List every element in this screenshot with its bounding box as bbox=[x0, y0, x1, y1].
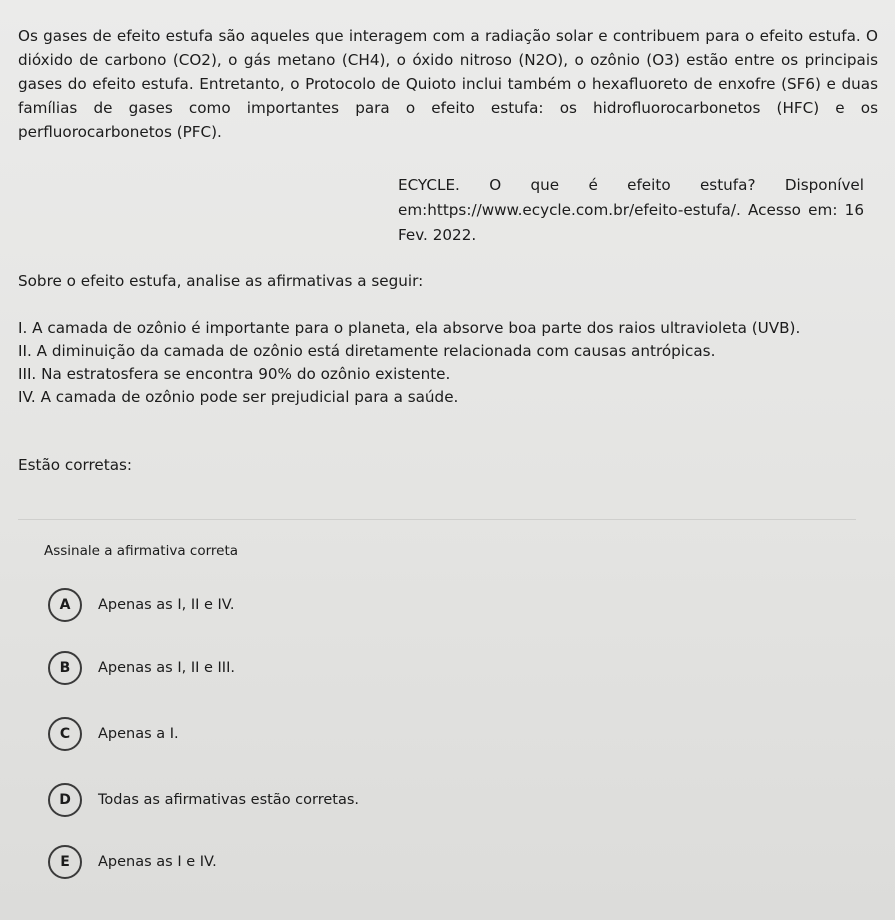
option-text: Apenas as I, II e III. bbox=[98, 660, 235, 676]
statement-item: I. A camada de ozônio é importante para o planeta, ela absorve boa parte dos raios ultravioleta (UVB). bbox=[18, 319, 801, 337]
statements-prompt: Sobre o efeito estufa, analise as afirmativas a seguir: bbox=[18, 272, 424, 290]
option-text: Apenas as I, II e IV. bbox=[98, 597, 235, 613]
option-b[interactable] bbox=[48, 651, 235, 685]
statement-item: II. A diminuição da camada de ozônio está diretamente relacionada com causas antrópicas. bbox=[18, 342, 716, 360]
option-text: Apenas as I e IV. bbox=[98, 854, 217, 870]
option-letter-badge: A bbox=[48, 588, 82, 622]
option-text: Todas as afirmativas estão corretas. bbox=[98, 792, 360, 808]
option-d[interactable] bbox=[48, 783, 359, 817]
section-divider bbox=[18, 519, 856, 520]
option-letter-badge: D bbox=[48, 783, 82, 817]
option-c[interactable] bbox=[48, 717, 179, 751]
statements-list bbox=[18, 317, 880, 409]
answer-instruction: Assinale a afirmativa correta bbox=[44, 543, 239, 559]
option-a[interactable] bbox=[48, 588, 234, 622]
intro-paragraph: Os gases de efeito estufa são aqueles que interagem com a radiação solar e contribuem para o efeito estufa. O dióxido de carbono (CO2), o gás metano (CH4), o óxido nitroso (N2O), o ozônio (O3) estão entre os principais gases do efeito estufa. Entretanto, o Protocolo de Quioto inclui também o hexafluoreto de enxofre (SF6) e duas famílias de gases como importantes para o efeito estufa: os hidrofluorocarbonetos (HFC) e os perfluorocarbonetos (PFC). bbox=[18, 27, 878, 141]
source-citation: ECYCLE. O que é efeito estufa? Disponível em:https://www.ecycle.com.br/efeito-estufa/. Acesso em: 16 Fev. 2022. bbox=[398, 176, 864, 244]
option-text: Apenas a I. bbox=[98, 726, 179, 742]
statement-item: IV. A camada de ozônio pode ser prejudicial para a saúde. bbox=[18, 388, 459, 406]
option-letter-badge: B bbox=[48, 651, 82, 685]
option-letter-badge: E bbox=[48, 845, 82, 879]
option-letter-badge: C bbox=[48, 717, 82, 751]
option-e[interactable] bbox=[48, 845, 217, 879]
question-text: Estão corretas: bbox=[18, 456, 133, 474]
statement-item: III. Na estratosfera se encontra 90% do ozônio existente. bbox=[18, 365, 451, 383]
